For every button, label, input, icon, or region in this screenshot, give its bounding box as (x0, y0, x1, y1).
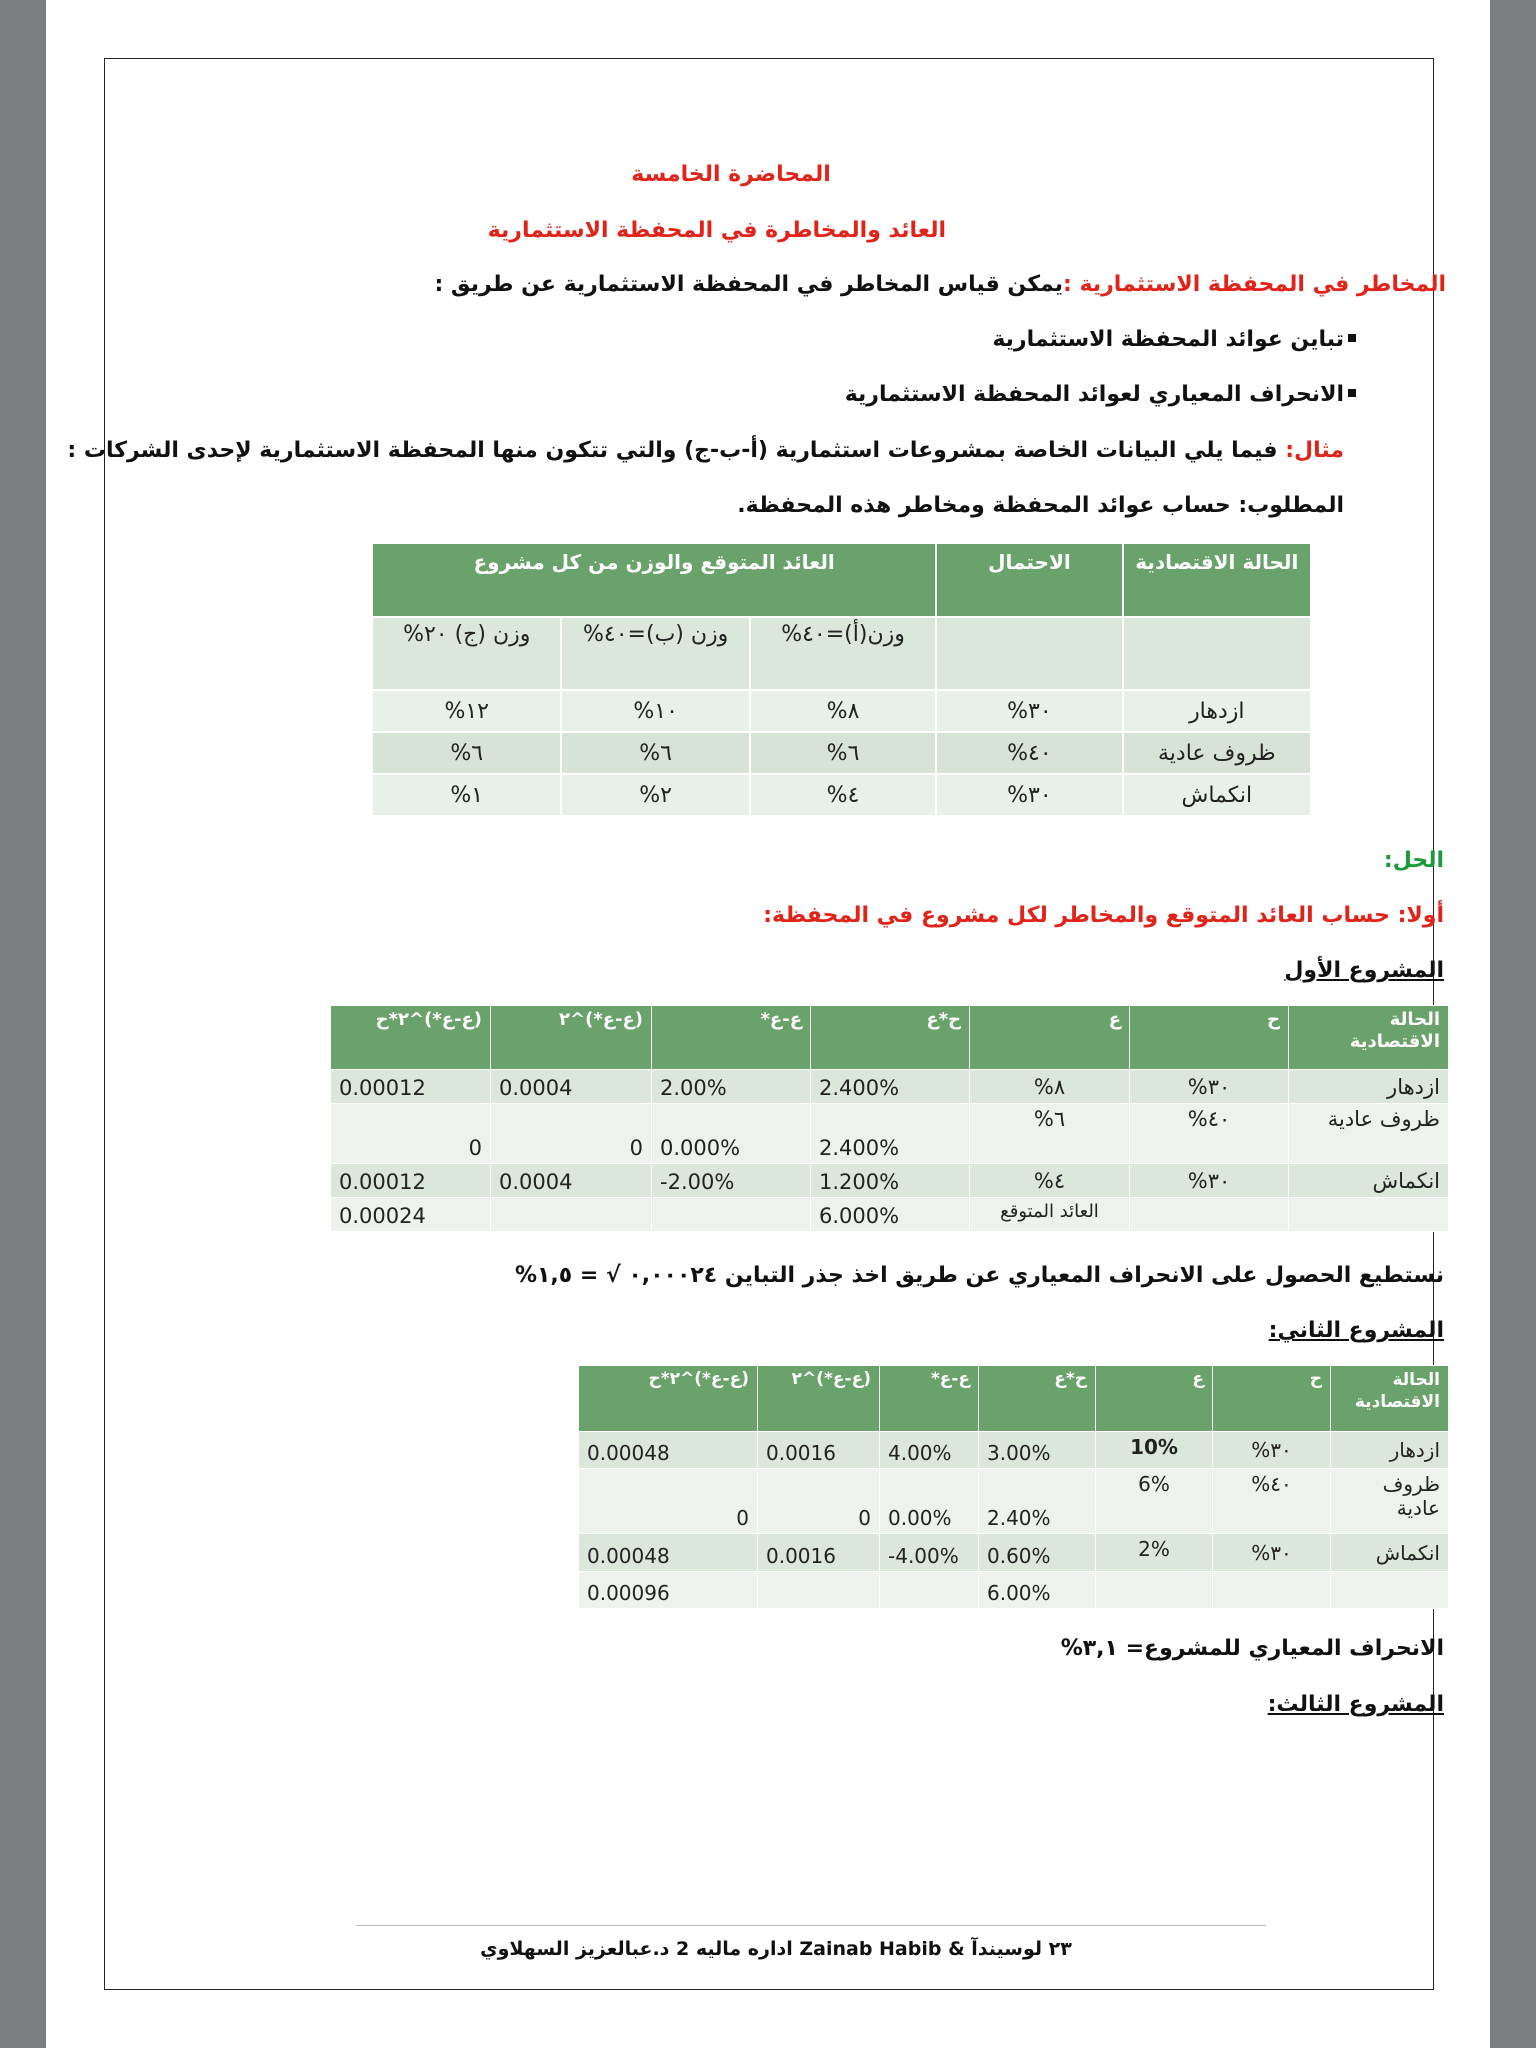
header-return: ع (970, 1006, 1130, 1070)
state-cell: ظروف عادية (1123, 732, 1311, 774)
deviation-squared-cell: 0.0004 (491, 1070, 652, 1104)
weighted-variance-cell: 0 (331, 1104, 491, 1164)
header-deviation: ع-ع* (880, 1366, 979, 1432)
table-row (331, 1070, 1449, 1104)
return-cell: 10% (1096, 1432, 1213, 1469)
weighted-variance-cell: 0.00048 (579, 1432, 758, 1469)
header-return: ع (1096, 1366, 1213, 1432)
project3-title: المشروع الثالث: (1267, 1692, 1444, 1717)
deviation-cell: 0.000% (652, 1104, 811, 1164)
state-cell: ظروف عادية (1331, 1469, 1449, 1534)
prob-cell: ٤٠% (1130, 1104, 1289, 1164)
deviation-squared-cell: 0 (491, 1104, 652, 1164)
weighted-return-cell: 0.60% (979, 1534, 1096, 1572)
variance-total: 0.00024 (331, 1198, 491, 1232)
weighted-return-cell: 2.400% (811, 1104, 970, 1164)
example-text: فيما يلي البيانات الخاصة بمشروعات استثمارية (أ-ب-ج) والتي تتكون منها المحفظة الاستثمارية لإحدى الشركات : (67, 438, 1278, 463)
return-c-cell: ١% (372, 774, 561, 816)
state-cell: ازدهار (1331, 1432, 1449, 1469)
project2-title: المشروع الثاني: (1268, 1318, 1444, 1343)
weighted-return-cell: 3.00% (979, 1432, 1096, 1469)
state-cell: ازدهار (1289, 1070, 1449, 1104)
deviation-cell: -4.00% (880, 1534, 979, 1572)
table-row (372, 690, 1311, 732)
weighted-variance-cell: 0.00012 (331, 1070, 491, 1104)
prob-cell: ٤٠% (1213, 1469, 1331, 1534)
prob-cell: ٣٠% (936, 690, 1122, 732)
risk-heading: المخاطر في المحفظة الاستثمارية : (1063, 272, 1446, 297)
deviation-squared-cell: 0 (758, 1469, 880, 1534)
empty-cell (880, 1572, 979, 1609)
risk-intro: يمكن قياس المخاطر في المحفظة الاستثمارية عن طريق : (434, 272, 1064, 297)
return-cell: 6% (1096, 1469, 1213, 1534)
return-a-cell: ٤% (750, 774, 936, 816)
portfolio-data-table (371, 542, 1312, 817)
return-cell: 2% (1096, 1534, 1213, 1572)
table-row (372, 732, 1311, 774)
return-b-cell: ٢% (561, 774, 749, 816)
weight-a: وزن(أ)=٤٠% (750, 617, 936, 690)
weights-row (372, 617, 1311, 690)
prob-cell: ٣٠% (936, 774, 1122, 816)
header-deviation: ع-ع* (652, 1006, 811, 1070)
solution-label: الحل: (1383, 848, 1444, 873)
deviation-cell: -2.00% (652, 1164, 811, 1198)
table-row (579, 1534, 1449, 1572)
table-row (579, 1469, 1449, 1534)
state-cell: ظروف عادية (1289, 1104, 1449, 1164)
bullet-item-std: الانحراف المعياري لعوائد المحفظة الاستثمارية (844, 382, 1344, 407)
state-cell: ازدهار (1123, 690, 1311, 732)
header-deviation-squared: (ع-ع*)^٢ (758, 1366, 880, 1432)
header-weighted-return: ح*ع (979, 1366, 1096, 1432)
header-probability: ح (1130, 1006, 1289, 1070)
header-expected-return: العائد المتوقع والوزن من كل مشروع (372, 543, 936, 617)
deviation-squared-cell: 0.0004 (491, 1164, 652, 1198)
variance-total: 0.00096 (579, 1572, 758, 1609)
table-row (331, 1104, 1449, 1164)
weighted-return-cell: 2.40% (979, 1469, 1096, 1534)
empty-cell (1096, 1572, 1213, 1609)
example-paragraph (67, 438, 1344, 463)
expected-return-total: 6.000% (811, 1198, 970, 1232)
state-cell: انكماش (1123, 774, 1311, 816)
state-cell: انكماش (1289, 1164, 1449, 1198)
empty-cell (758, 1572, 880, 1609)
header-deviation-squared: (ع-ع*)^٢ (491, 1006, 652, 1070)
empty-cell (1331, 1572, 1449, 1609)
table-row (372, 774, 1311, 816)
example-label: مثال: (1285, 438, 1344, 463)
return-cell: ٤% (970, 1164, 1130, 1198)
prob-cell: ٣٠% (1130, 1070, 1289, 1104)
empty-cell (1289, 1198, 1449, 1232)
table-header-row (331, 1006, 1449, 1070)
return-a-cell: ٦% (750, 732, 936, 774)
risk-paragraph (434, 272, 1446, 297)
expected-return-total: 6.00% (979, 1572, 1096, 1609)
deviation-squared-cell: 0.0016 (758, 1432, 880, 1469)
project2-table (578, 1365, 1449, 1609)
deviation-squared-cell: 0.0016 (758, 1534, 880, 1572)
header-probability: ح (1213, 1366, 1331, 1432)
state-cell: انكماش (1331, 1534, 1449, 1572)
return-cell: ٨% (970, 1070, 1130, 1104)
prob-cell: ٣٠% (1130, 1164, 1289, 1198)
weighted-return-cell: 1.200% (811, 1164, 970, 1198)
deviation-cell: 0.00% (880, 1469, 979, 1534)
header-weighted-return: ح*ع (811, 1006, 970, 1070)
weighted-variance-cell: 0 (579, 1469, 758, 1534)
table-header-row (579, 1366, 1449, 1432)
first-step-heading: أولا: حساب العائد المتوقع والمخاطر لكل مشروع في المحفظة: (763, 903, 1444, 928)
bullet-marker (1348, 334, 1356, 342)
footer-divider (356, 1925, 1266, 1926)
document-page (46, 0, 1490, 2048)
expected-return-label: العائد المتوقع (970, 1198, 1130, 1232)
return-a-cell: ٨% (750, 690, 936, 732)
empty-cell (1213, 1572, 1331, 1609)
prob-cell: ٣٠% (1213, 1534, 1331, 1572)
project1-title: المشروع الأول (1284, 958, 1444, 983)
weight-b: وزن (ب)=٤٠% (561, 617, 749, 690)
empty-cell (491, 1198, 652, 1232)
header-economic-state: الحالة الاقتصادية (1289, 1006, 1449, 1070)
project1-table (330, 1005, 1449, 1232)
table-row (331, 1164, 1449, 1198)
prob-cell: ٤٠% (936, 732, 1122, 774)
deviation-cell: 4.00% (880, 1432, 979, 1469)
prob-cell: ٣٠% (1213, 1432, 1331, 1469)
required-text: المطلوب: حساب عوائد المحفظة ومخاطر هذه المحفظة. (737, 493, 1344, 518)
header-weighted-variance: (ع-ع*)^٢*ح (331, 1006, 491, 1070)
weighted-return-cell: 2.400% (811, 1070, 970, 1104)
table-row (579, 1432, 1449, 1469)
weight-c: وزن (ج) ٢٠% (372, 617, 561, 690)
return-b-cell: ٦% (561, 732, 749, 774)
bullet-item-variance: تباين عوائد المحفظة الاستثمارية (992, 327, 1344, 352)
header-economic-state: الحالة الاقتصادية (1123, 543, 1311, 617)
std-deviation-text: نستطيع الحصول على الانحراف المعياري عن طريق اخذ جذر التباين ٠,٠٠٠٢٤ √ = ١,٥% (514, 1263, 1444, 1288)
return-b-cell: ١٠% (561, 690, 749, 732)
bullet-marker (1348, 389, 1356, 397)
return-cell: ٦% (970, 1104, 1130, 1164)
empty-cell (936, 617, 1122, 690)
empty-cell (1130, 1198, 1289, 1232)
lecture-subtitle: العائد والمخاطرة في المحفظة الاستثمارية (487, 218, 946, 243)
return-c-cell: ٦% (372, 732, 561, 774)
header-economic-state: الحالة الاقتصادية (1331, 1366, 1449, 1432)
deviation-cell: 2.00% (652, 1070, 811, 1104)
total-row (579, 1572, 1449, 1609)
page-footer: ٢٣ لوسيندآ & Zainab Habib اداره ماليه 2 د.عبالعزيز السهلاوي (480, 1938, 1072, 1960)
lecture-title: المحاضرة الخامسة (631, 162, 831, 187)
total-row (331, 1198, 1449, 1232)
empty-cell (652, 1198, 811, 1232)
empty-cell (1123, 617, 1311, 690)
header-probability: الاحتمال (936, 543, 1122, 617)
weighted-variance-cell: 0.00012 (331, 1164, 491, 1198)
return-c-cell: ١٢% (372, 690, 561, 732)
table-header-row (372, 543, 1311, 617)
project2-std-text: الانحراف المعياري للمشروع= ٣,١% (1060, 1636, 1444, 1661)
weighted-variance-cell: 0.00048 (579, 1534, 758, 1572)
header-weighted-variance: (ع-ع*)^٢*ح (579, 1366, 758, 1432)
